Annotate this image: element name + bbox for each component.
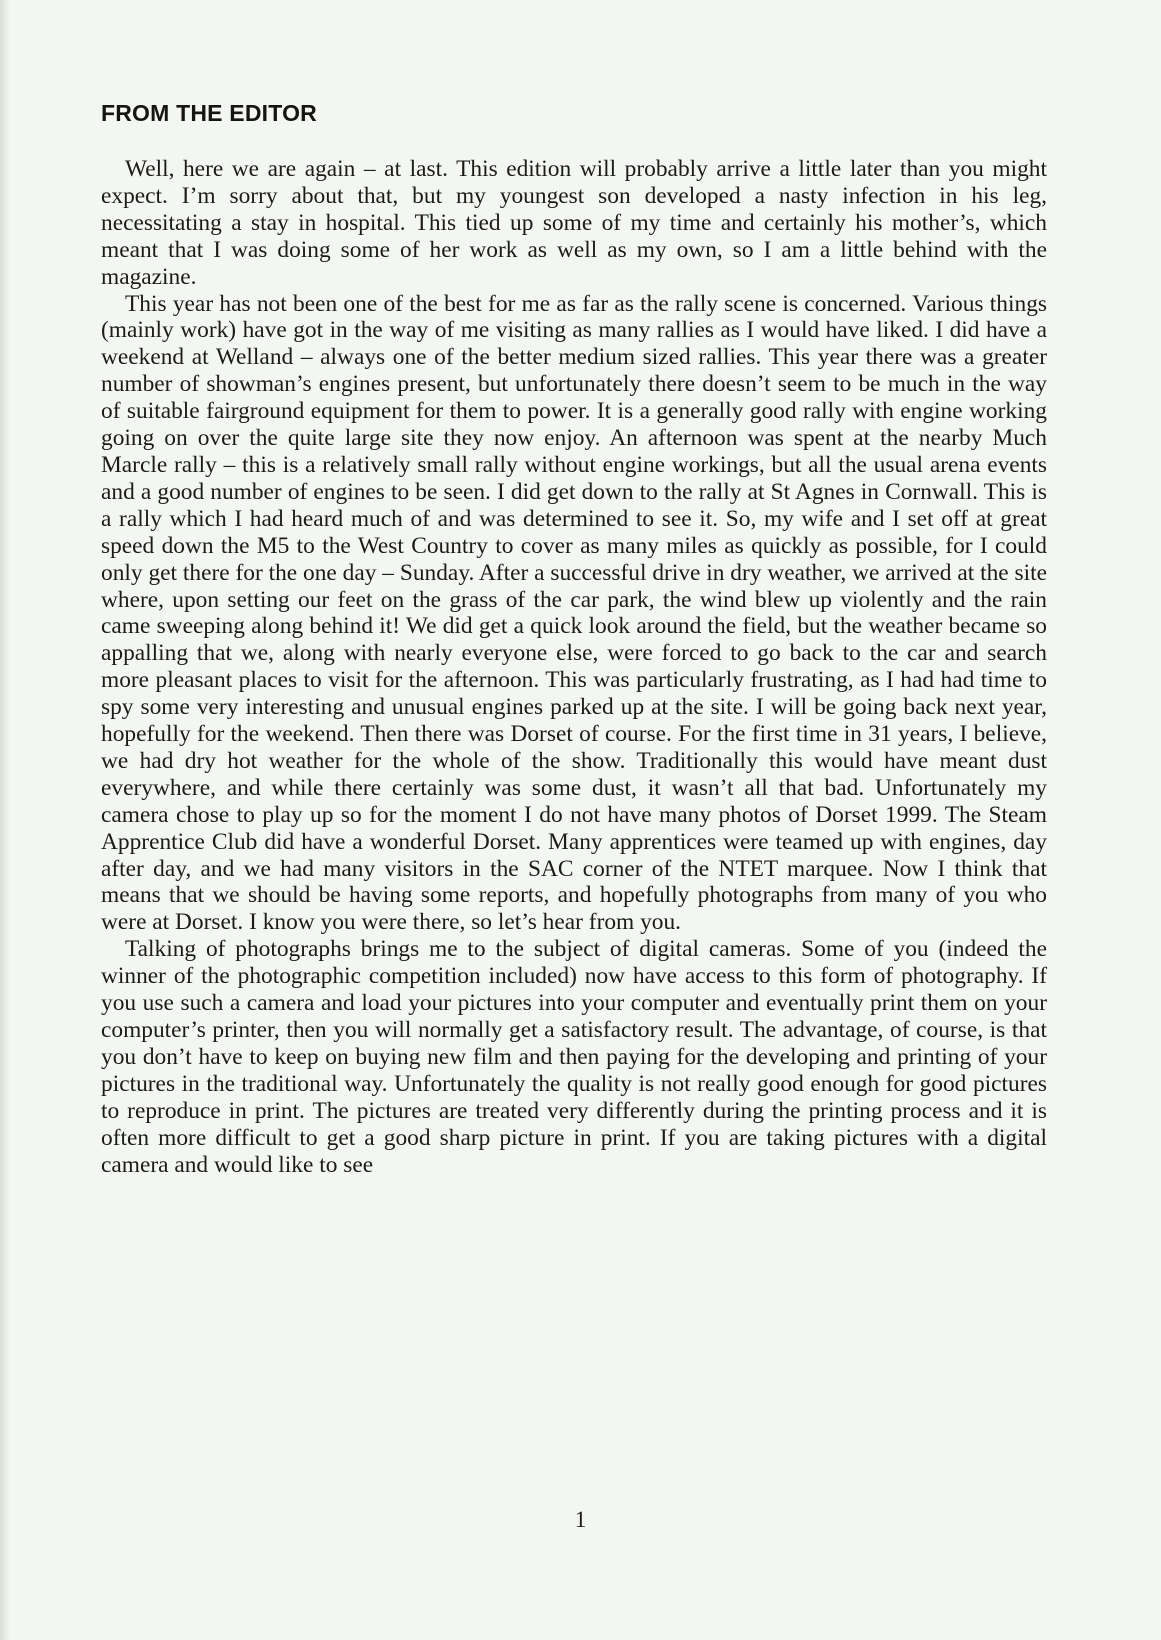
page-heading: FROM THE EDITOR	[101, 100, 317, 126]
page-number: 1	[574, 1507, 587, 1532]
paragraph-digital-cameras: Talking of photographs brings me to the subject of digital cameras. Some of you (indeed the winner of the photographic competition included) now have access to this form of photography. If you use such a camera and load your pictures into your computer and eventually print them on your computer’s printer, then you will normally get a satisfactory result. The advantage, of course, is that you don’t have to keep on buying new film and then paying for the developing and printing of your pictures in the traditional way. Unfortunately the quality is not really good enough for good pictures to reproduce in print. The pictures are treated very differently during the printing process and it is often more difficult to get a good sharp picture in print. If you are taking pictures with a digital camera and would like to see	[101, 936, 1047, 1178]
paragraph-intro: Well, here we are again – at last. This edition will probably arrive a little later than you might expect. I’m sorry about that, but my youngest son developed a nasty infection in his leg, necessitating a stay in hospital. This tied up some of my time and certainly his mother’s, which meant that I was doing some of her work as well as my own, so I am a little behind with the magazine.	[101, 156, 1047, 290]
page-edge-shadow	[0, 0, 10, 1640]
paragraph-rallies: This year has not been one of the best for me as far as the rally scene is concerned. Various things (mainly work) have got in the way of me visiting as many rallies as I would have liked. I did have a weekend at Welland – always one of the better medium sized rallies. This year there was a greater number of showman’s engines present, but unfortunately there doesn’t seem to be much in the way of suitable fairground equipment for them to power. It is a generally good rally with engine working going on over the quite large site they now enjoy. An afternoon was spent at the nearby Much Marcle rally – this is a relatively small rally without engine workings, but all the usual arena events and a good number of engines to be seen. I did get down to the rally at St Agnes in Cornwall. This is a rally which I had heard much of and was determined to see it. So, my wife and I set off at great speed down the M5 to the West Country to cover as many miles as quickly as possible, for I could only get there for the one day – Sunday. After a successful drive in dry weather, we arrived at the site where, upon setting our feet on the grass of the car park, the wind blew up violently and the rain came sweeping along behind it! We did get a quick look around the field, but the weather became so appalling that we, along with nearly everyone else, were forced to go back to the car and search more pleasant places to visit for the afternoon. This was particularly frustrating, as I had had time to spy some very interesting and unusual engines parked up at the site. I will be going back next year, hopefully for the weekend. Then there was Dorset of course. For the first time in 31 years, I believe, we had dry hot weather for the whole of the show. Traditionally this would have meant dust everywhere, and while there certainly was some dust, it wasn’t all that bad. Unfortunately my camera chose to play up so for the moment I do not have many photos of Dorset 1999. The Steam Apprentice Club did have a wonderful Dorset. Many apprentices were teamed up with engines, day after day, and we had many visitors in the SAC corner of the NTET marquee. Now I think that means that we should be having some reports, and hopefully photographs from many of you who were at Dorset. I know you were there, so let’s hear from you.	[101, 290, 1047, 936]
editorial-body	[101, 156, 1047, 1178]
